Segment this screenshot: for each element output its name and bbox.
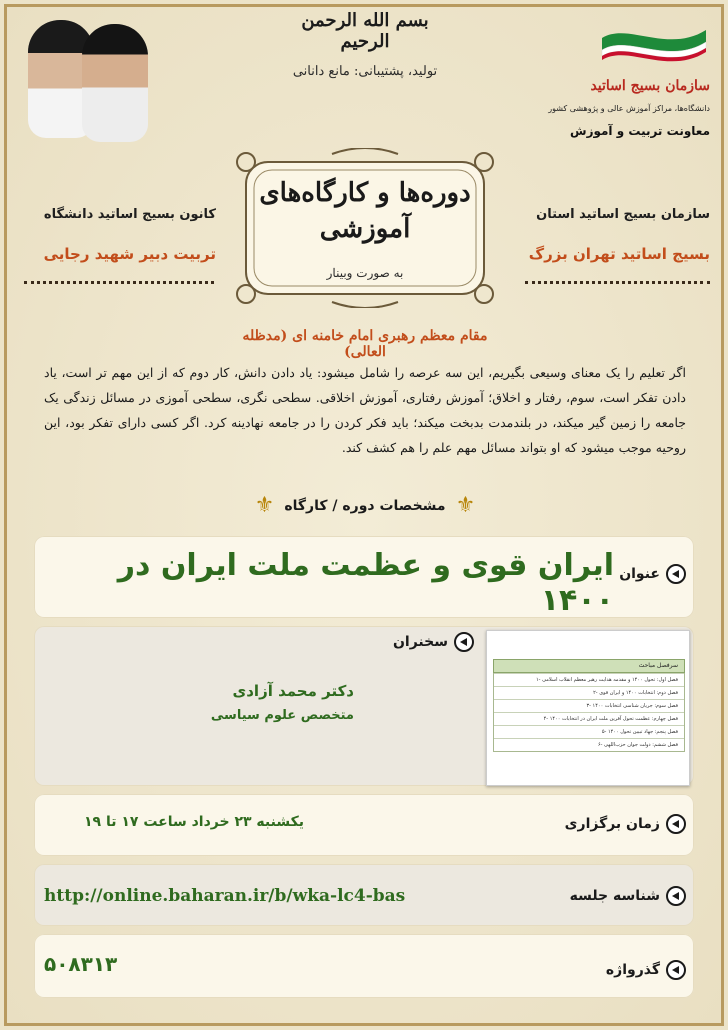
time-label-group — [565, 814, 686, 834]
university-org-value: تربیت دبیر شهید رجایی — [43, 245, 216, 263]
session-label: شناسه جلسه — [569, 888, 660, 904]
list-item: ۱- فصل اول: تحول ۱۴۰۰ و مقدمه هدایت رهبر معظم انقلاب اسلامی — [494, 673, 684, 686]
org-name: سازمان بسیج اساتید — [590, 78, 710, 94]
quote-text: اگر تعلیم را یک معنای وسیعی بگیریم، این سه عرصه را شامل میشود: یاد دادن دانش، کار دوم که از این مهم تر است، یاد دادن تفکر است، سوم، رفتار و اخلاق؛ آموزش رفتاری، آموزش اخلاقی. سطحی نگری، سطحی آموزی در مسائل زندگی یک جامعه را زمین گیر میکند، در بلندمدت بدبخت میکند؛ باید فکر کردن را در جامعه نهادینه کرد. اگر کسی دارای تفکر بود، این روحیه موجب میشود که او بتواند مسائل مهم علم را هم کشف کند. — [44, 365, 686, 455]
bismillah-calligraphy: بسم الله الرحمن الرحیم — [301, 10, 429, 52]
syllabus-document-image — [486, 630, 690, 786]
org-department: معاونت تربیت و آموزش — [570, 124, 710, 138]
time-label: زمان برگزاری — [564, 816, 660, 832]
password-row — [34, 934, 694, 998]
title-value: ایران قوی و عظمت ملت ایران در ۱۴۰۰ — [117, 548, 614, 618]
list-item: ۶- فصل ششم: دولت جوان حزب‌اللهی — [494, 738, 684, 751]
list-item: ۴- فصل چهارم: عظمت تحول آفرین ملت ایران در انتخابات ۱۴۰۰ — [494, 712, 684, 725]
province-org-value: بسیج اساتید تهران بزرگ — [528, 245, 710, 263]
speaker-label: سخنران — [392, 634, 448, 650]
list-item: ۵- فصل پنجم: جهاد تبیین تحول ۱۴۰۰ — [494, 725, 684, 738]
cartouche-content — [232, 175, 498, 280]
title-label: عنوان — [619, 566, 660, 582]
section-title-text: مشخصات دوره / کارگاه — [284, 498, 446, 514]
speaker-role: متخصص علوم سیاسی — [210, 708, 354, 723]
arrow-bullet-icon — [666, 886, 686, 906]
speaker-name: دکتر محمد آزادی — [232, 682, 354, 700]
right-divider — [525, 280, 710, 284]
time-value: یکشنبه ۲۳ خرداد ساعت ۱۷ تا ۱۹ — [84, 814, 304, 830]
portrait-right — [82, 24, 148, 142]
arrow-bullet-icon — [666, 564, 686, 584]
quote-author: مقام معظم رهبری امام خامنه ای (مدظله العالی) — [242, 328, 488, 360]
webinar-note: به صورت وبینار — [326, 265, 404, 280]
leaders-portrait-image — [22, 14, 148, 140]
province-org-label: سازمان بسیج اساتید استان — [536, 207, 710, 222]
password-label: گذرواژه — [605, 962, 660, 978]
left-divider — [24, 280, 214, 284]
arrow-bullet-icon — [666, 814, 686, 834]
password-value: ۵۰۸۳۱۳ — [44, 952, 118, 976]
fleur-de-lis-icon: ⚜ — [254, 493, 275, 518]
time-row — [34, 794, 694, 856]
list-item: ۳- فصل سوم: جریان شناسی انتخابات ۱۴۰۰ — [494, 699, 684, 712]
list-item: ۲- فصل دوم: انتخابات ۱۴۰۰ و ایران قوی — [494, 686, 684, 699]
org-subtitle: دانشگاه‌ها، مراکز آموزش عالی و پژوهشی کشور — [548, 104, 710, 113]
arrow-bullet-icon — [666, 960, 686, 980]
arrow-bullet-icon — [454, 632, 474, 652]
session-link[interactable]: http://online.baharan.ir/b/wka-lc4-bas — [44, 886, 406, 906]
producer-credit: تولید، پشتیبانی: مانع دانانی — [292, 64, 438, 79]
syllabus-header: سرفصل مباحث — [493, 659, 685, 673]
session-label-group — [570, 886, 686, 906]
title-label-group — [619, 564, 686, 584]
course-heading: دوره‌ها و کارگاه‌های آموزشی — [259, 178, 471, 245]
password-label-group — [606, 960, 686, 980]
syllabus-list — [493, 673, 685, 752]
title-row — [34, 536, 694, 618]
session-row — [34, 864, 694, 926]
speaker-label-group — [393, 632, 474, 652]
speaker-row — [34, 626, 694, 786]
university-org-label: کانون بسیج اساتید دانشگاه — [43, 207, 216, 222]
fleur-de-lis-icon: ⚜ — [455, 493, 476, 518]
section-title — [240, 492, 490, 520]
basij-logo-icon — [598, 20, 710, 70]
